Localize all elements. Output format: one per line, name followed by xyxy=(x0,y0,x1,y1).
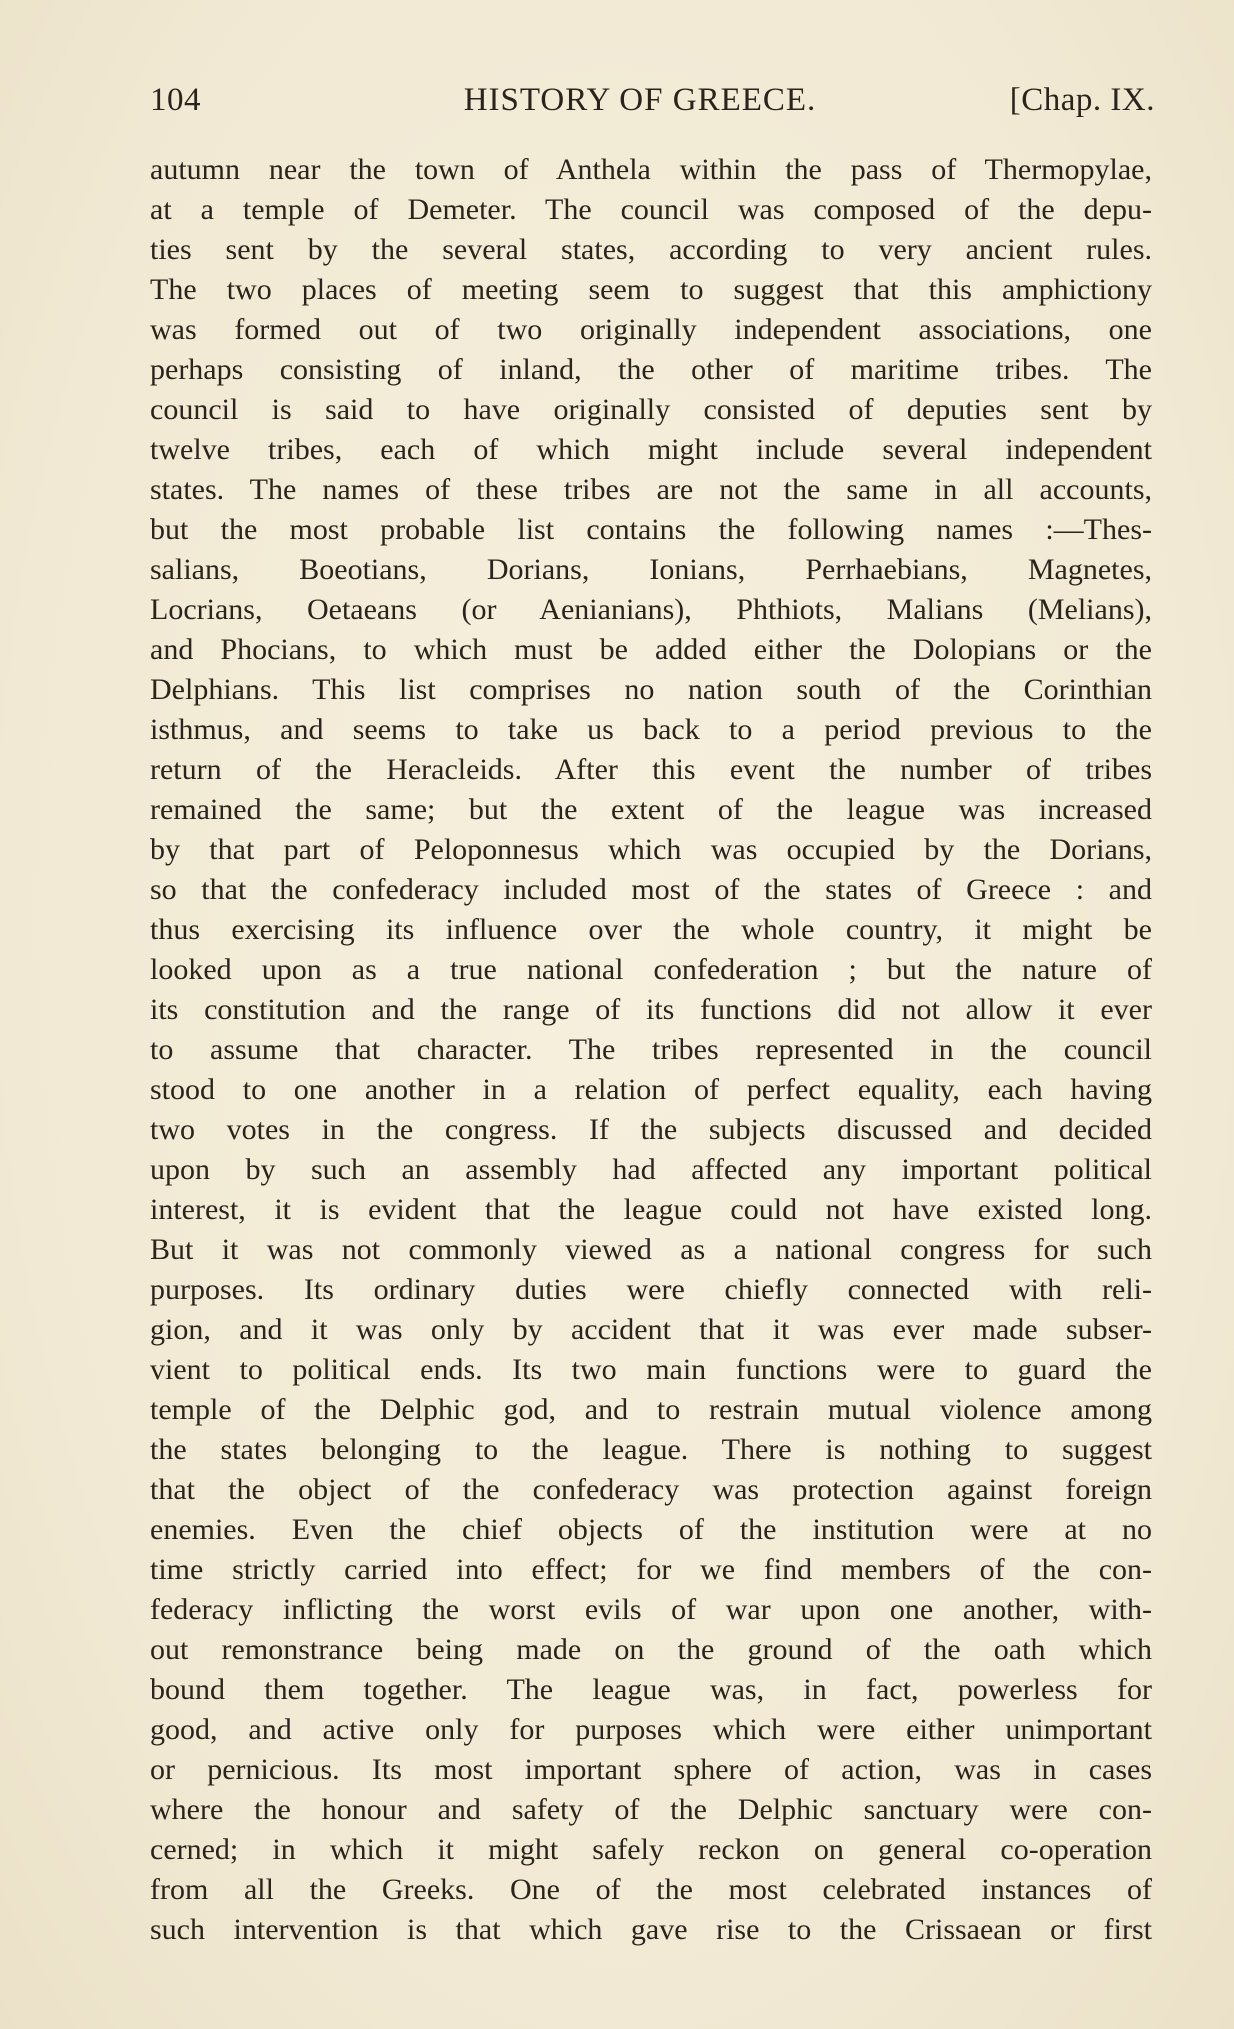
text-line: Delphians. This list comprises no nation south of the Corinthian xyxy=(150,673,1152,706)
text-line: time strictly carried into effect; for we find members of the con- xyxy=(150,1553,1152,1586)
text-line: looked upon as a true national confederation ; but the nature of xyxy=(150,953,1152,986)
text-line: gion, and it was only by accident that it was ever made subser- xyxy=(150,1313,1152,1346)
text-line: upon by such an assembly had affected any important political xyxy=(150,1153,1152,1186)
text-line: isthmus, and seems to take us back to a period previous to the xyxy=(150,713,1152,746)
text-line: such intervention is that which gave rise to the Crissaean or first xyxy=(150,1913,1152,1946)
text-line: good, and active only for purposes which were either unimportant xyxy=(150,1713,1152,1746)
text-line: Locrians, Oetaeans (or Aenianians), Phthiots, Malians (Melians), xyxy=(150,593,1152,626)
text-line: interest, it is evident that the league could not have existed long. xyxy=(150,1193,1152,1226)
text-line: salians, Boeotians, Dorians, Ionians, Perrhaebians, Magnetes, xyxy=(150,553,1152,586)
text-line: return of the Heracleids. After this event the number of tribes xyxy=(150,753,1152,786)
text-line: perhaps consisting of inland, the other of maritime tribes. The xyxy=(150,353,1152,386)
text-line: where the honour and safety of the Delphic sanctuary were con- xyxy=(150,1793,1152,1826)
text-line: thus exercising its influence over the whole country, it might be xyxy=(150,913,1152,946)
text-line: purposes. Its ordinary duties were chiefly connected with reli- xyxy=(150,1273,1152,1306)
text-line: twelve tribes, each of which might include several independent xyxy=(150,433,1152,466)
text-line: remained the same; but the extent of the league was increased xyxy=(150,793,1152,826)
text-line: to assume that character. The tribes represented in the council xyxy=(150,1033,1152,1066)
text-line: federacy inflicting the worst evils of war upon one another, with- xyxy=(150,1593,1152,1626)
text-line: that the object of the confederacy was protection against foreign xyxy=(150,1473,1152,1506)
text-line: its constitution and the range of its functions did not allow it ever xyxy=(150,993,1152,1026)
page-header xyxy=(150,82,1155,122)
text-line: at a temple of Demeter. The council was composed of the depu- xyxy=(150,193,1152,226)
running-title: HISTORY OF GREECE. xyxy=(463,82,817,118)
text-line: states. The names of these tribes are not the same in all accounts, xyxy=(150,473,1152,506)
text-line: out remonstrance being made on the ground of the oath which xyxy=(150,1633,1152,1666)
text-line: was formed out of two originally independent associations, one xyxy=(150,313,1152,346)
text-line: bound them together. The league was, in fact, powerless for xyxy=(150,1673,1152,1706)
text-line: The two places of meeting seem to suggest that this amphictiony xyxy=(150,273,1152,306)
text-line: enemies. Even the chief objects of the institution were at no xyxy=(150,1513,1152,1546)
text-line: and Phocians, to which must be added either the Dolopians or the xyxy=(150,633,1152,666)
text-line: But it was not commonly viewed as a national congress for such xyxy=(150,1233,1152,1266)
page-number: 104 xyxy=(150,82,201,118)
text-line: by that part of Peloponnesus which was occupied by the Dorians, xyxy=(150,833,1152,866)
text-line: or pernicious. Its most important sphere of action, was in cases xyxy=(150,1753,1152,1786)
text-line: two votes in the congress. If the subjects discussed and decided xyxy=(150,1113,1152,1146)
chapter-reference: [Chap. IX. xyxy=(1009,82,1155,118)
text-line: vient to political ends. Its two main functions were to guard the xyxy=(150,1353,1152,1386)
text-line: council is said to have originally consisted of deputies sent by xyxy=(150,393,1152,426)
text-line: cerned; in which it might safely reckon on general co-operation xyxy=(150,1833,1152,1866)
text-line: ties sent by the several states, according to very ancient rules. xyxy=(150,233,1152,266)
text-line: so that the confederacy included most of the states of Greece : and xyxy=(150,873,1152,906)
text-line: temple of the Delphic god, and to restrain mutual violence among xyxy=(150,1393,1152,1426)
text-line: the states belonging to the league. There is nothing to suggest xyxy=(150,1433,1152,1466)
text-line: autumn near the town of Anthela within the pass of Thermopylae, xyxy=(150,153,1152,186)
text-line: but the most probable list contains the following names :—Thes- xyxy=(150,513,1152,546)
body-text xyxy=(150,150,1152,1950)
text-line: stood to one another in a relation of perfect equality, each having xyxy=(150,1073,1152,1106)
text-line: from all the Greeks. One of the most celebrated instances of xyxy=(150,1873,1152,1906)
